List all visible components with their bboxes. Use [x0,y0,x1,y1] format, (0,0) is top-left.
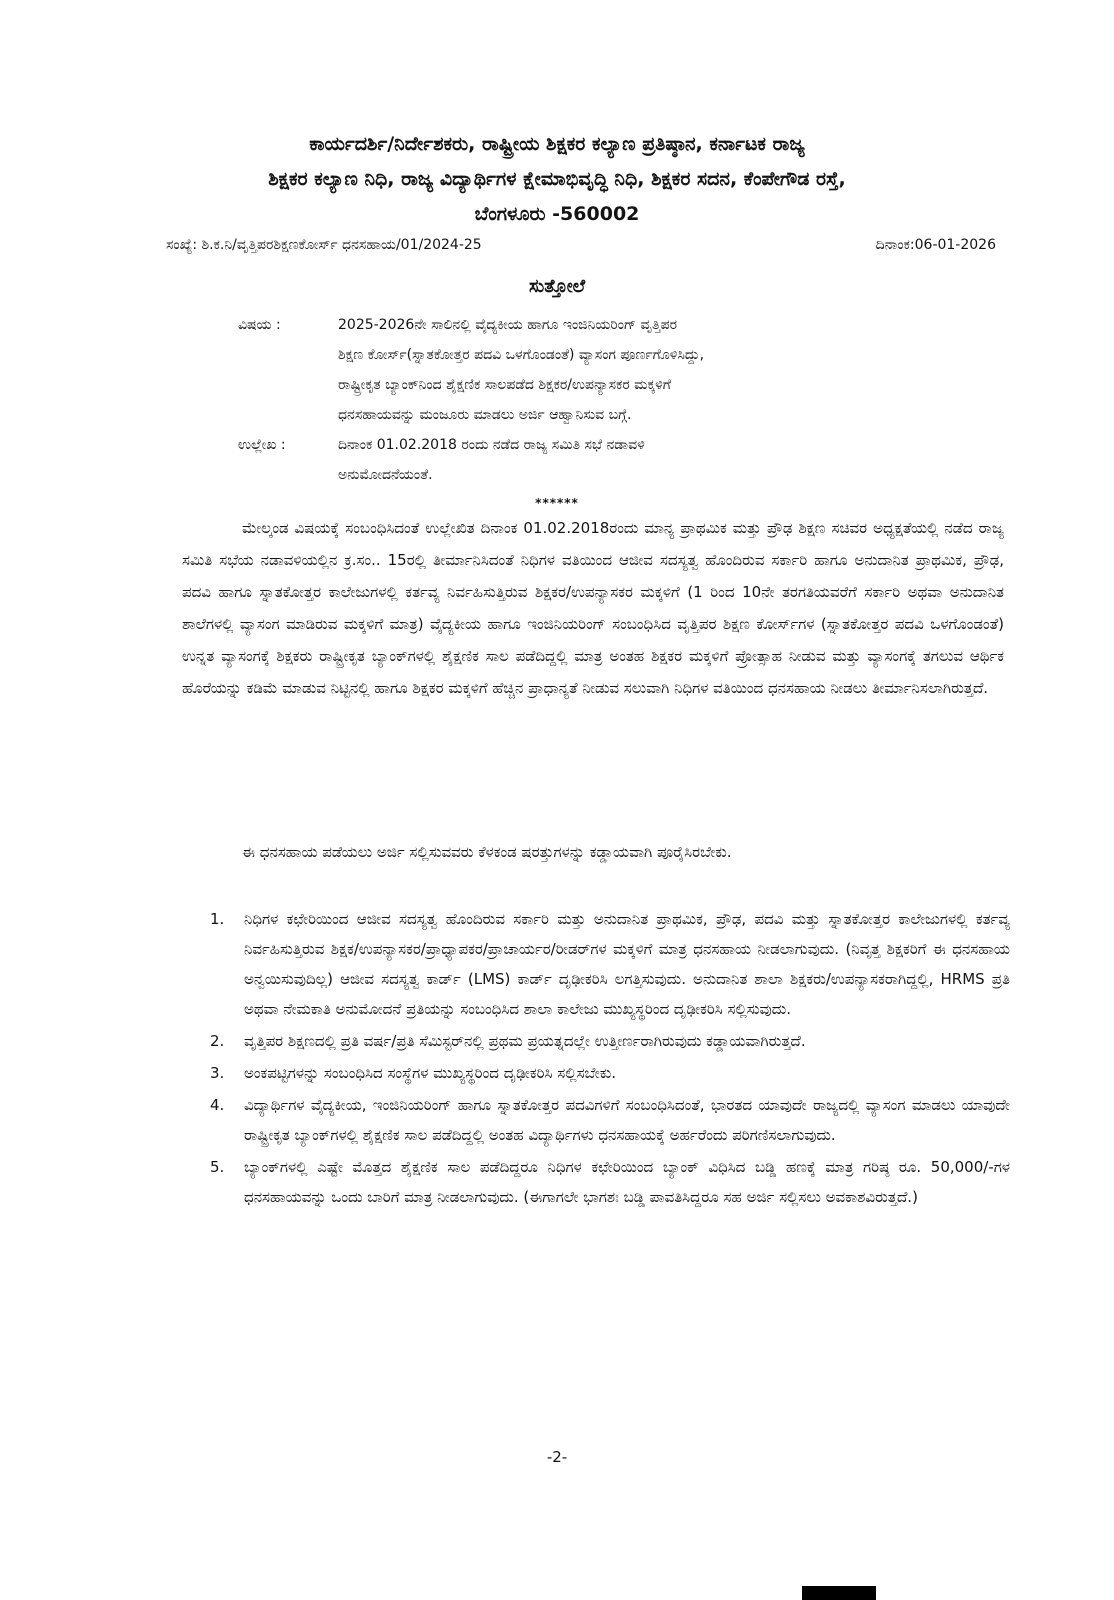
reference-note-line-2: ಅನುಮೋದನೆಯಂತೆ. [338,467,433,483]
header-line-2: ಶಿಕ್ಷಕರ ಕಲ್ಯಾಣ ನಿಧಿ, ರಾಜ್ಯ ವಿದ್ಯಾರ್ಥಿಗಳ ಕ್ಷೇಮಾಭಿವೃದ್ಧಿ ನಿಧಿ, ಶಿಕ್ಷಕರ ಸದನ, ಕೆಂಪೇಗೌಡ ರಸ್ತೆ, [268,168,846,190]
condition-item [210,904,1010,1024]
subject-block [238,310,978,490]
subject-label: ವಿಷಯ : [238,317,281,333]
page-number: -2- [546,1448,568,1466]
scan-edge-mark [802,1586,876,1600]
subject-line-3: ರಾಷ್ಟ್ರೀಕೃತ ಬ್ಯಾಂಕ್‌ನಿಂದ ಶೈಕ್ಷಣಿಕ ಸಾಲಪಡೆದ ಶಿಕ್ಷಕರ/ಉಪನ್ಯಾಸಕರ ಮಕ್ಕಳಿಗೆ [338,377,671,393]
reference-note-label: ಉಲ್ಲೇಖ : [238,437,286,453]
condition-number: 3. [210,1064,225,1082]
condition-item [210,1090,1010,1150]
condition-text: ಅಂಕಪಟ್ಟಿಗಳನ್ನು ಸಂಬಂಧಿಸಿದ ಸಂಸ್ಥೆಗಳ ಮುಖ್ಯಸ್ಥರಿಂದ ದೃಢೀಕರಿಸಿ ಸಲ್ಲಿಸಬೇಕು. [244,1064,617,1082]
separator: ****** [535,496,579,510]
subject-line-1: 2025-2026ನೇ ಸಾಲಿನಲ್ಲಿ ವೈದ್ಯಕೀಯ ಹಾಗೂ ಇಂಜಿನಿಯರಿಂಗ್ ವೃತ್ತಿಪರ [338,317,678,333]
condition-item [210,1026,1010,1056]
conditions-list [210,904,1010,1214]
condition-number: 5. [210,1158,225,1176]
subject-line-2: ಶಿಕ್ಷಣ ಕೋರ್ಸ್(ಸ್ನಾತಕೋತ್ತರ ಪದವಿ ಒಳಗೊಂಡಂತೆ) ವ್ಯಾಸಂಗ ಪೂರ್ಣಗೊಳಿಸಿದ್ದು, [338,347,705,363]
condition-text: ನಿಧಿಗಳ ಕಛೇರಿಯಿಂದ ಆಜೀವ ಸದಸ್ಯತ್ವ ಹೊಂದಿರುವ ಸರ್ಕಾರಿ ಮತ್ತು ಅನುದಾನಿತ ಪ್ರಾಥಮಿಕ, ಪ್ರೌಢ, ಪದವಿ ಮತ್ತು ಸ್ನಾತಕೋತ್ತರ ಕಾಲೇಜುಗಳಲ್ಲಿ ಕರ್ತವ್ಯ ನಿರ್ವಹಿಸುತ್ತಿರುವ ಶಿಕ್ಷಕ/ಉಪನ್ಯಾಸಕರ/ಪ್ರಾಧ್ಯಾಪಕರ/ಪ್ರಾಚಾರ್ಯರ/ರೀಡರ್‌ಗಳ ಮಕ್ಕಳಿಗೆ ಮಾತ್ರ ಧನಸಹಾಯ ನೀಡಲಾಗುವುದು. (ನಿವೃತ್ತ ಶಿಕ್ಷಕರಿಗೆ ಈ ಧನಸಹಾಯ ಅನ್ವಯಿಸುವುದಿಲ್ಲ) ಆಜೀವ ಸದಸ್ಯತ್ವ ಕಾರ್ಡ್ (LMS) ಕಾರ್ಡ್ ದೃಢೀಕರಿಸಿ ಲಗತ್ತಿಸುವುದು. ಅನುದಾನಿತ ಶಾಲಾ ಶಿಕ್ಷಕರು/ಉಪನ್ಯಾಸಕರಾಗಿದ್ದಲ್ಲಿ, HRMS ಪ್ರತಿ ಅಥವಾ ನೇಮಕಾತಿ ಅನುಮೋದನೆ ಪ್ರತಿಯನ್ನು ಸಂಬಂಧಿಸಿದ ಶಾಲಾ ಕಾಲೇಜು ಮುಖ್ಯಸ್ಥರಿಂದ ದೃಢೀಕರಿಸಿ ಸಲ್ಲಿಸುವುದು. [244,910,1010,1018]
reference-number: ಸಂಖ್ಯೆ: ಶಿ.ಕ.ನಿ/ವೃತ್ತಿಪರಶಿಕ್ಷಣಕೋರ್ಸ್ ಧನಸಹಾಯ/01/2024-25 [166,237,482,253]
paragraph-conditions-intro: ಈ ಧನಸಹಾಯ ಪಡೆಯಲು ಅರ್ಜಿ ಸಲ್ಲಿಸುವವರು ಕೆಳಕಂಡ ಷರತ್ತುಗಳನ್ನು ಕಡ್ಡಾಯವಾಗಿ ಪೂರೈಸಿರಬೇಕು. [242,843,732,861]
condition-text: ಬ್ಯಾಂಕ್‌ಗಳಲ್ಲಿ ಎಷ್ಟೇ ಮೊತ್ತದ ಶೈಕ್ಷಣಿಕ ಸಾಲ ಪಡೆದಿದ್ದರೂ ನಿಧಿಗಳ ಕಛೇರಿಯಿಂದ ಬ್ಯಾಂಕ್ ವಿಧಿಸಿದ ಬಡ್ಡಿ ಹಣಕ್ಕೆ ಮಾತ್ರ ಗರಿಷ್ಠ ರೂ. 50,000/-ಗಳ ಧನಸಹಾಯವನ್ನು ಒಂದು ಬಾರಿಗೆ ಮಾತ್ರ ನೀಡಲಾಗುವುದು. (ಈಗಾಗಲೇ ಭಾಗಶಃ ಬಡ್ಡಿ ಪಾವತಿಸಿದ್ದರೂ ಸಹ ಅರ್ಜಿ ಸಲ್ಲಿಸಲು ಅವಕಾಶವಿರುತ್ತದೆ.) [244,1158,1010,1206]
condition-number: 1. [210,910,225,928]
paragraph-main: ಮೇಲ್ಕಂಡ ವಿಷಯಕ್ಕೆ ಸಂಬಂಧಿಸಿದಂತೆ ಉಲ್ಲೇಖಿತ ದಿನಾಂಕ 01.02.2018ರಂದು ಮಾನ್ಯ ಪ್ರಾಥಮಿಕ ಮತ್ತು ಪ್ರೌಢ ಶಿಕ್ಷಣ ಸಚಿವರ ಅಧ್ಯಕ್ಷತೆಯಲ್ಲಿ ನಡೆದ ರಾಜ್ಯ ಸಮಿತಿ ಸಭೆಯ ನಡಾವಳಿಯಲ್ಲಿನ ಕ್ರ.ಸಂ.. 15ರಲ್ಲಿ ತೀರ್ಮಾನಿಸಿದಂತೆ ನಿಧಿಗಳ ವತಿಯಿಂದ ಆಜೀವ ಸದಸ್ಯತ್ವ ಹೊಂದಿರುವ ಸರ್ಕಾರಿ ಹಾಗೂ ಅನುದಾನಿತ ಪ್ರಾಥಮಿಕ, ಪ್ರೌಢ, ಪದವಿ ಹಾಗೂ ಸ್ನಾತಕೋತ್ತರ ಕಾಲೇಜುಗಳಲ್ಲಿ ಕರ್ತವ್ಯ ನಿರ್ವಹಿಸುತ್ತಿರುವ ಶಿಕ್ಷಕರ/ಉಪನ್ಯಾಸಕರ ಮಕ್ಕಳಿಗೆ (1 ರಿಂದ 10ನೇ ತರಗತಿಯವರೆಗೆ ಸರ್ಕಾರಿ ಅಥವಾ ಅನುದಾನಿತ ಶಾಲೆಗಳಲ್ಲಿ ವ್ಯಾಸಂಗ ಮಾಡಿರುವ ಮಕ್ಕಳಿಗೆ ಮಾತ್ರ) ವೈದ್ಯಕೀಯ ಹಾಗೂ ಇಂಜಿನಿಯರಿಂಗ್ ಸಂಬಂಧಿಸಿದ ವೃತ್ತಿಪರ ಶಿಕ್ಷಣ ಕೋರ್ಸ್‌ಗಳ (ಸ್ನಾತಕೋತ್ತರ ಪದವಿ ಒಳಗೊಂಡಂತೆ) ಉನ್ನತ ವ್ಯಾಸಂಗಕ್ಕೆ ಶಿಕ್ಷಕರು ರಾಷ್ಟ್ರೀಕೃತ ಬ್ಯಾಂಕ್‌ಗಳಲ್ಲಿ ಶೈಕ್ಷಣಿಕ ಸಾಲ ಪಡೆದಿದ್ದಲ್ಲಿ ಮಾತ್ರ ಅಂತಹ ಶಿಕ್ಷಕರ ಮಕ್ಕಳಿಗೆ ಪ್ರೋತ್ಸಾಹ ನೀಡುವ ಮತ್ತು ವ್ಯಾಸಂಗಕ್ಕೆ ತಗಲುವ ಆರ್ಥಿಕ ಹೊರೆಯನ್ನು ಕಡಿಮೆ ಮಾಡುವ ನಿಟ್ಟಿನಲ್ಲಿ ಹಾಗೂ ಶಿಕ್ಷಕರ ಮಕ್ಕಳಿಗೆ ಹೆಚ್ಚಿನ ಪ್ರಾಧಾನ್ಯತೆ ನೀಡುವ ಸಲುವಾಗಿ ನಿಧಿಗಳ ವತಿಯಿಂದ ಧನಸಹಾಯ ನೀಡಲು ತೀರ್ಮಾನಿಸಲಾಗಿರುತ್ತದೆ. [182,519,1004,697]
reference-note-line-1: ದಿನಾಂಕ 01.02.2018 ರಂದು ನಡೆದ ರಾಜ್ಯ ಸಮಿತಿ ಸಭೆ ನಡಾವಳಿ [338,437,645,453]
reference-row [166,235,996,255]
condition-number: 4. [210,1096,225,1114]
subject-line-4: ಧನಸಹಾಯವನ್ನು ಮಂಜೂರು ಮಾಡಲು ಅರ್ಜಿ ಆಹ್ವಾನಿಸುವ ಬಗ್ಗೆ. [338,407,632,423]
condition-item [210,1152,1010,1212]
reference-date: ದಿನಾಂಕ:06-01-2026 [875,237,996,253]
circular-title: ಸುತ್ತೋಲೆ [528,276,586,297]
condition-text: ವಿದ್ಯಾರ್ಥಿಗಳ ವೈದ್ಯಕೀಯ, ಇಂಜಿನಿಯರಿಂಗ್ ಹಾಗೂ ಸ್ನಾತಕೋತ್ತರ ಪದವಿಗಳಿಗೆ ಸಂಬಂಧಿಸಿದಂತೆ, ಭಾರತದ ಯಾವುದೇ ರಾಜ್ಯದಲ್ಲಿ ವ್ಯಾಸಂಗ ಮಾಡಲು ಯಾವುದೇ ರಾಷ್ಟ್ರೀಕೃತ ಬ್ಯಾಂಕ್‌ಗಳಲ್ಲಿ ಶೈಕ್ಷಣಿಕ ಸಾಲ ಪಡೆದಿದ್ದಲ್ಲಿ ಅಂತಹ ವಿದ್ಯಾರ್ಥಿಗಳು ಧನಸಹಾಯಕ್ಕೆ ಅರ್ಹರೆಂದು ಪರಿಗಣಿಸಲಾಗುವುದು. [244,1096,1010,1144]
header-line-1: ಕಾರ್ಯದರ್ಶಿ/ನಿರ್ದೇಶಕರು, ರಾಷ್ಟ್ರೀಯ ಶಿಕ್ಷಕರ ಕಲ್ಯಾಣ ಪ್ರತಿಷ್ಠಾನ, ಕರ್ನಾಟಕ ರಾಜ್ಯ [309,133,805,155]
header-line-3: ಬೆಂಗಳೂರು -560002 [474,203,640,225]
condition-number: 2. [210,1032,225,1050]
condition-item [210,1058,1010,1088]
condition-text: ವೃತ್ತಿಪರ ಶಿಕ್ಷಣದಲ್ಲಿ ಪ್ರತಿ ವರ್ಷ/ಪ್ರತಿ ಸೆಮಿಸ್ಟರ್‌ನಲ್ಲಿ ಪ್ರಥಮ ಪ್ರಯತ್ನದಲ್ಲೇ ಉತ್ತೀರ್ಣರಾಗಿರುವುದು ಕಡ್ಡಾಯವಾಗಿರುತ್ತದೆ. [244,1032,806,1050]
